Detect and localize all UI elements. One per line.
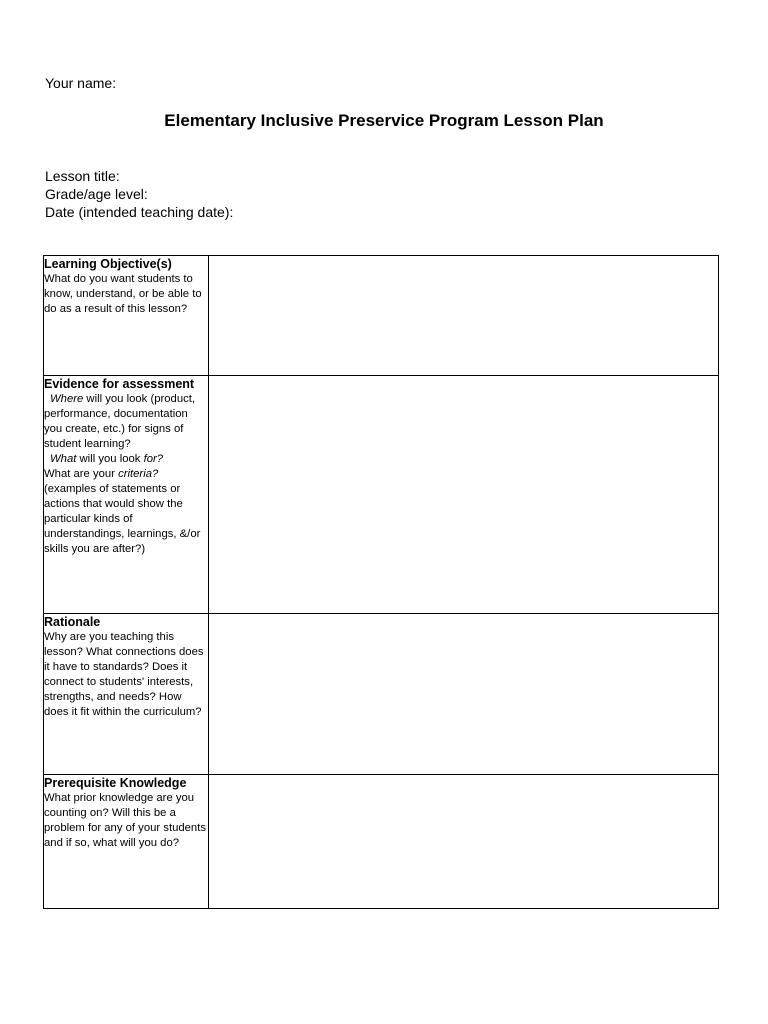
evidence-criteria-prefix: What are your xyxy=(44,468,119,480)
prerequisite-description: What prior knowledge are you counting on? Will this be a problem for any of your students and if so, what will you do? xyxy=(44,792,207,849)
prerequisite-answer-cell[interactable] xyxy=(209,775,719,909)
evidence-criteria-text: (examples of statements or actions that would show the particular kinds of understandings, learnings, &/or skills you are after?) xyxy=(44,483,201,555)
evidence-answer-cell[interactable] xyxy=(209,376,719,614)
rationale-answer-cell[interactable] xyxy=(209,614,719,775)
table-row xyxy=(44,775,719,909)
table-row xyxy=(44,614,719,775)
evidence-where-text: will you look (product, performance, documentation you create, etc.) for signs of student learning? xyxy=(44,393,196,450)
lesson-plan-table xyxy=(43,255,719,909)
prerequisite-label-cell xyxy=(44,775,209,909)
lesson-title-label: Lesson title: xyxy=(45,168,120,184)
table-row xyxy=(44,256,719,376)
evidence-criteria-emphasis: criteria? xyxy=(118,468,159,480)
prerequisite-heading: Prerequisite Knowledge xyxy=(44,776,187,790)
evidence-label-cell xyxy=(44,376,209,614)
objectives-answer-cell[interactable] xyxy=(209,256,719,376)
rationale-heading: Rationale xyxy=(44,615,101,629)
rationale-label-cell xyxy=(44,614,209,775)
document-title: Elementary Inclusive Preservice Program Lesson Plan xyxy=(164,111,604,130)
evidence-what-question xyxy=(44,452,208,557)
objectives-label-cell xyxy=(44,256,209,376)
evidence-heading: Evidence for assessment xyxy=(44,377,195,391)
rationale-description: Why are you teaching this lesson? What connections does it have to standards? Does it connect to students' interests, strengths, and needs? How does it fit within the curriculum? xyxy=(44,631,204,718)
lesson-meta xyxy=(45,167,233,221)
evidence-what-emphasis: What xyxy=(50,453,77,465)
evidence-what-text: will you look xyxy=(76,453,144,465)
your-name-label: Your name: xyxy=(45,75,117,91)
evidence-where-emphasis: Where xyxy=(50,393,84,405)
objectives-heading: Learning Objective(s) xyxy=(44,257,172,271)
grade-level-label: Grade/age level: xyxy=(45,186,148,202)
date-label: Date (intended teaching date): xyxy=(45,204,234,220)
objectives-description: What do you want students to know, understand, or be able to do as a result of this lesson? xyxy=(44,273,202,315)
evidence-for-emphasis: for? xyxy=(143,453,164,465)
table-row xyxy=(44,376,719,614)
evidence-where-question xyxy=(44,392,208,452)
